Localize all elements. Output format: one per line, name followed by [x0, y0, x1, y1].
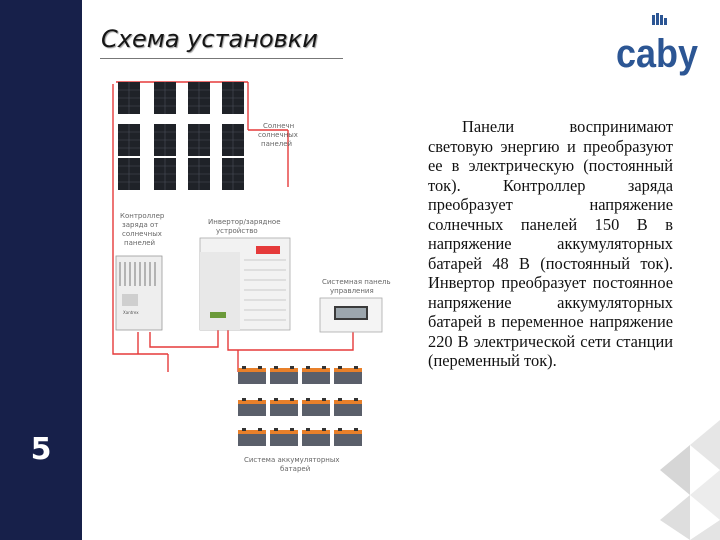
controller-badge: Xantrex: [123, 310, 139, 315]
controller-label-line2: заряда от: [122, 221, 159, 229]
controller-label-line1: Контроллер: [120, 212, 165, 220]
charge-controller-device: [116, 256, 162, 330]
solar-panel-array: [118, 82, 244, 190]
title-underline: [100, 58, 343, 59]
decorative-triangles: [660, 420, 720, 540]
battery-bank: [238, 366, 362, 446]
controller-label-line3: солнечных: [122, 230, 162, 238]
slide-title: Схема установки: [101, 25, 318, 53]
controller-label-line4: панелей: [124, 239, 156, 247]
solar-panel-label-line2: солнечных: [258, 131, 298, 139]
battery-label-line1: Система аккумуляторных: [244, 456, 340, 464]
control-panel-label-line2: управления: [330, 287, 374, 295]
company-logo: [612, 12, 702, 80]
installation-diagram: [98, 72, 418, 492]
description-paragraph: Панели воспринимают световую энергию и преобразуют ее в электрическую (постоянный ток). Контроллер заряда преобразует напряжение солнечных панелей 150 В в напряжение аккумуляторных батарей 48 В (постоянный ток). Инвертор преобразует постоянное напряжение аккумуляторных батарей в переменное напряжение 220 В электрической сети станции (переменный ток).: [428, 117, 673, 370]
control-panel-label-line1: Системная панель: [322, 278, 391, 286]
inverter-label-line2: устройство: [216, 227, 258, 235]
control-panel-device: [320, 298, 382, 332]
logo-wordmark: caby: [616, 32, 699, 76]
inverter-label-line1: Инвертор/зарядное: [208, 218, 281, 226]
inverter-device: [200, 238, 290, 330]
solar-panel-label-line1: Солнечн: [263, 122, 295, 130]
slide-number: 5: [30, 432, 52, 467]
battery-label-line2: батарей: [280, 465, 311, 473]
logo-emblem-icon: [652, 13, 667, 25]
solar-panel-label-line3: панелей: [261, 140, 293, 148]
